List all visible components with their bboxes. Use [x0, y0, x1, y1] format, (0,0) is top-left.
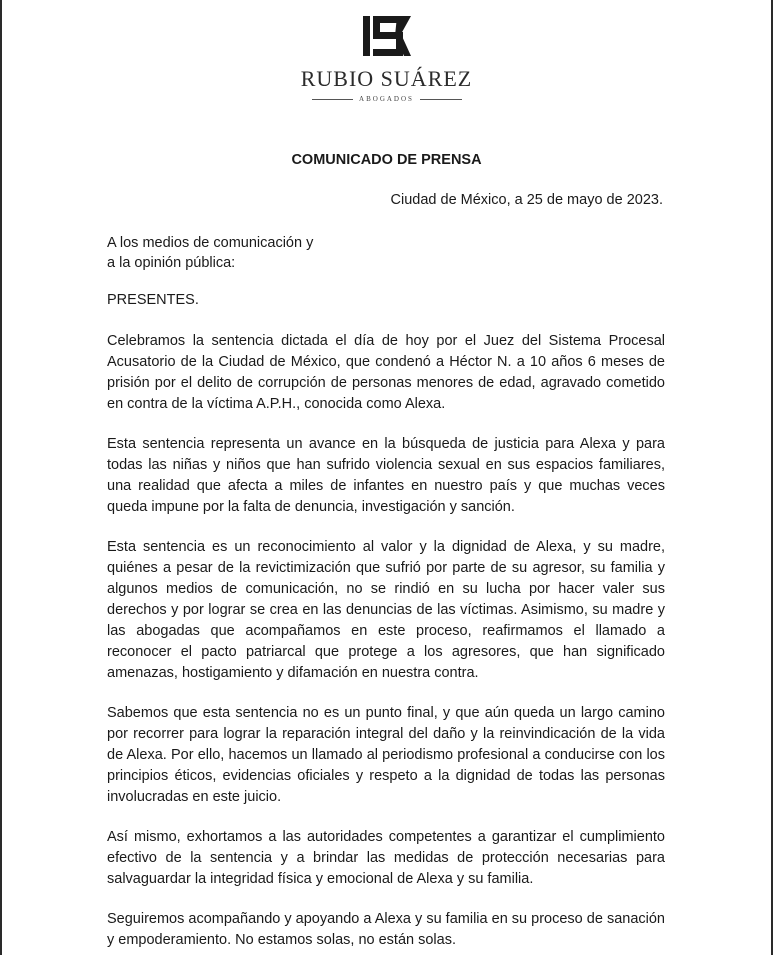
addressee: [107, 233, 313, 273]
addressee-line-2: a la opinión pública:: [107, 255, 236, 271]
subtitle-rule-right: [420, 99, 462, 100]
paragraph: Esta sentencia representa un avance en la búsqueda de justicia para Alexa y para todas las niñas y niños que han sufrido violencia sexual en sus espacios familiares, una realidad que afecta a miles de infantes en nuestro país y que muchas veces queda impune por la falta de denuncia, investigación y sanción.: [107, 436, 665, 515]
firm-subtitle-label: ABOGADOS: [359, 95, 414, 103]
letterhead: [0, 14, 773, 103]
date-line: Ciudad de México, a 25 de mayo de 2023.: [390, 192, 663, 208]
firm-logo-icon: [357, 14, 417, 58]
paragraph: Celebramos la sentencia dictada el día de hoy por el Juez del Sistema Procesal Acusatorio de la Ciudad de México, que condenó a Héctor N. a 10 años 6 meses de prisión por el delito de corrupción de personas menores de edad, agravado cometido en contra de la víctima A.P.H., conocida como Alexa.: [107, 333, 665, 412]
firm-name: RUBIO SUÁREZ: [300, 66, 473, 91]
body-text: [107, 331, 665, 970]
paragraph: Así mismo, exhortamos a las autoridades competentes a garantizar el cumplimiento efectivo de la sentencia y a brindar las medidas de protección necesarias para salvaguardar la integridad física y emocional de Alexa y su familia.: [107, 829, 665, 887]
subtitle-rule-left: [312, 99, 354, 100]
paragraph: Seguiremos acompañando y apoyando a Alexa y su familia en su proceso de sanación y empoderamiento. No estamos solas, no están solas.: [107, 911, 665, 948]
firm-subtitle: [312, 95, 462, 103]
document-title: COMUNICADO DE PRENSA: [291, 152, 482, 168]
addressee-line-1: A los medios de comunicación y: [107, 235, 314, 251]
salutation: PRESENTES.: [107, 292, 199, 308]
paragraph: Sabemos que esta sentencia no es un punto final, y que aún queda un largo camino por recorrer para lograr la reparación integral del daño y la reinvindicación de la vida de Alexa. Por ello, hacemos un llamado al periodismo profesional a conducirse con los principios éticos, evidencias oficiales y respeto a la dignidad de todas las personas involucradas en este juicio.: [107, 705, 665, 805]
page-edge-left: [0, 0, 2, 955]
paragraph: Esta sentencia es un reconocimiento al valor y la dignidad de Alexa, y su madre, quiénes a pesar de la revictimización que sufrió por parte de su agresor, su familia y algunos medios de comunicación, no se rindió en su lucha por hacer valer sus derechos y por lograr se crea en las denuncias de las víctimas. Asimismo, su madre y las abogadas que acompañamos en este proceso, reafirmamos el llamado a reconocer el pacto patriarcal que protege a los agresores, que han significado amenazas, hostigamiento y difamación en nuestra contra.: [107, 539, 665, 681]
